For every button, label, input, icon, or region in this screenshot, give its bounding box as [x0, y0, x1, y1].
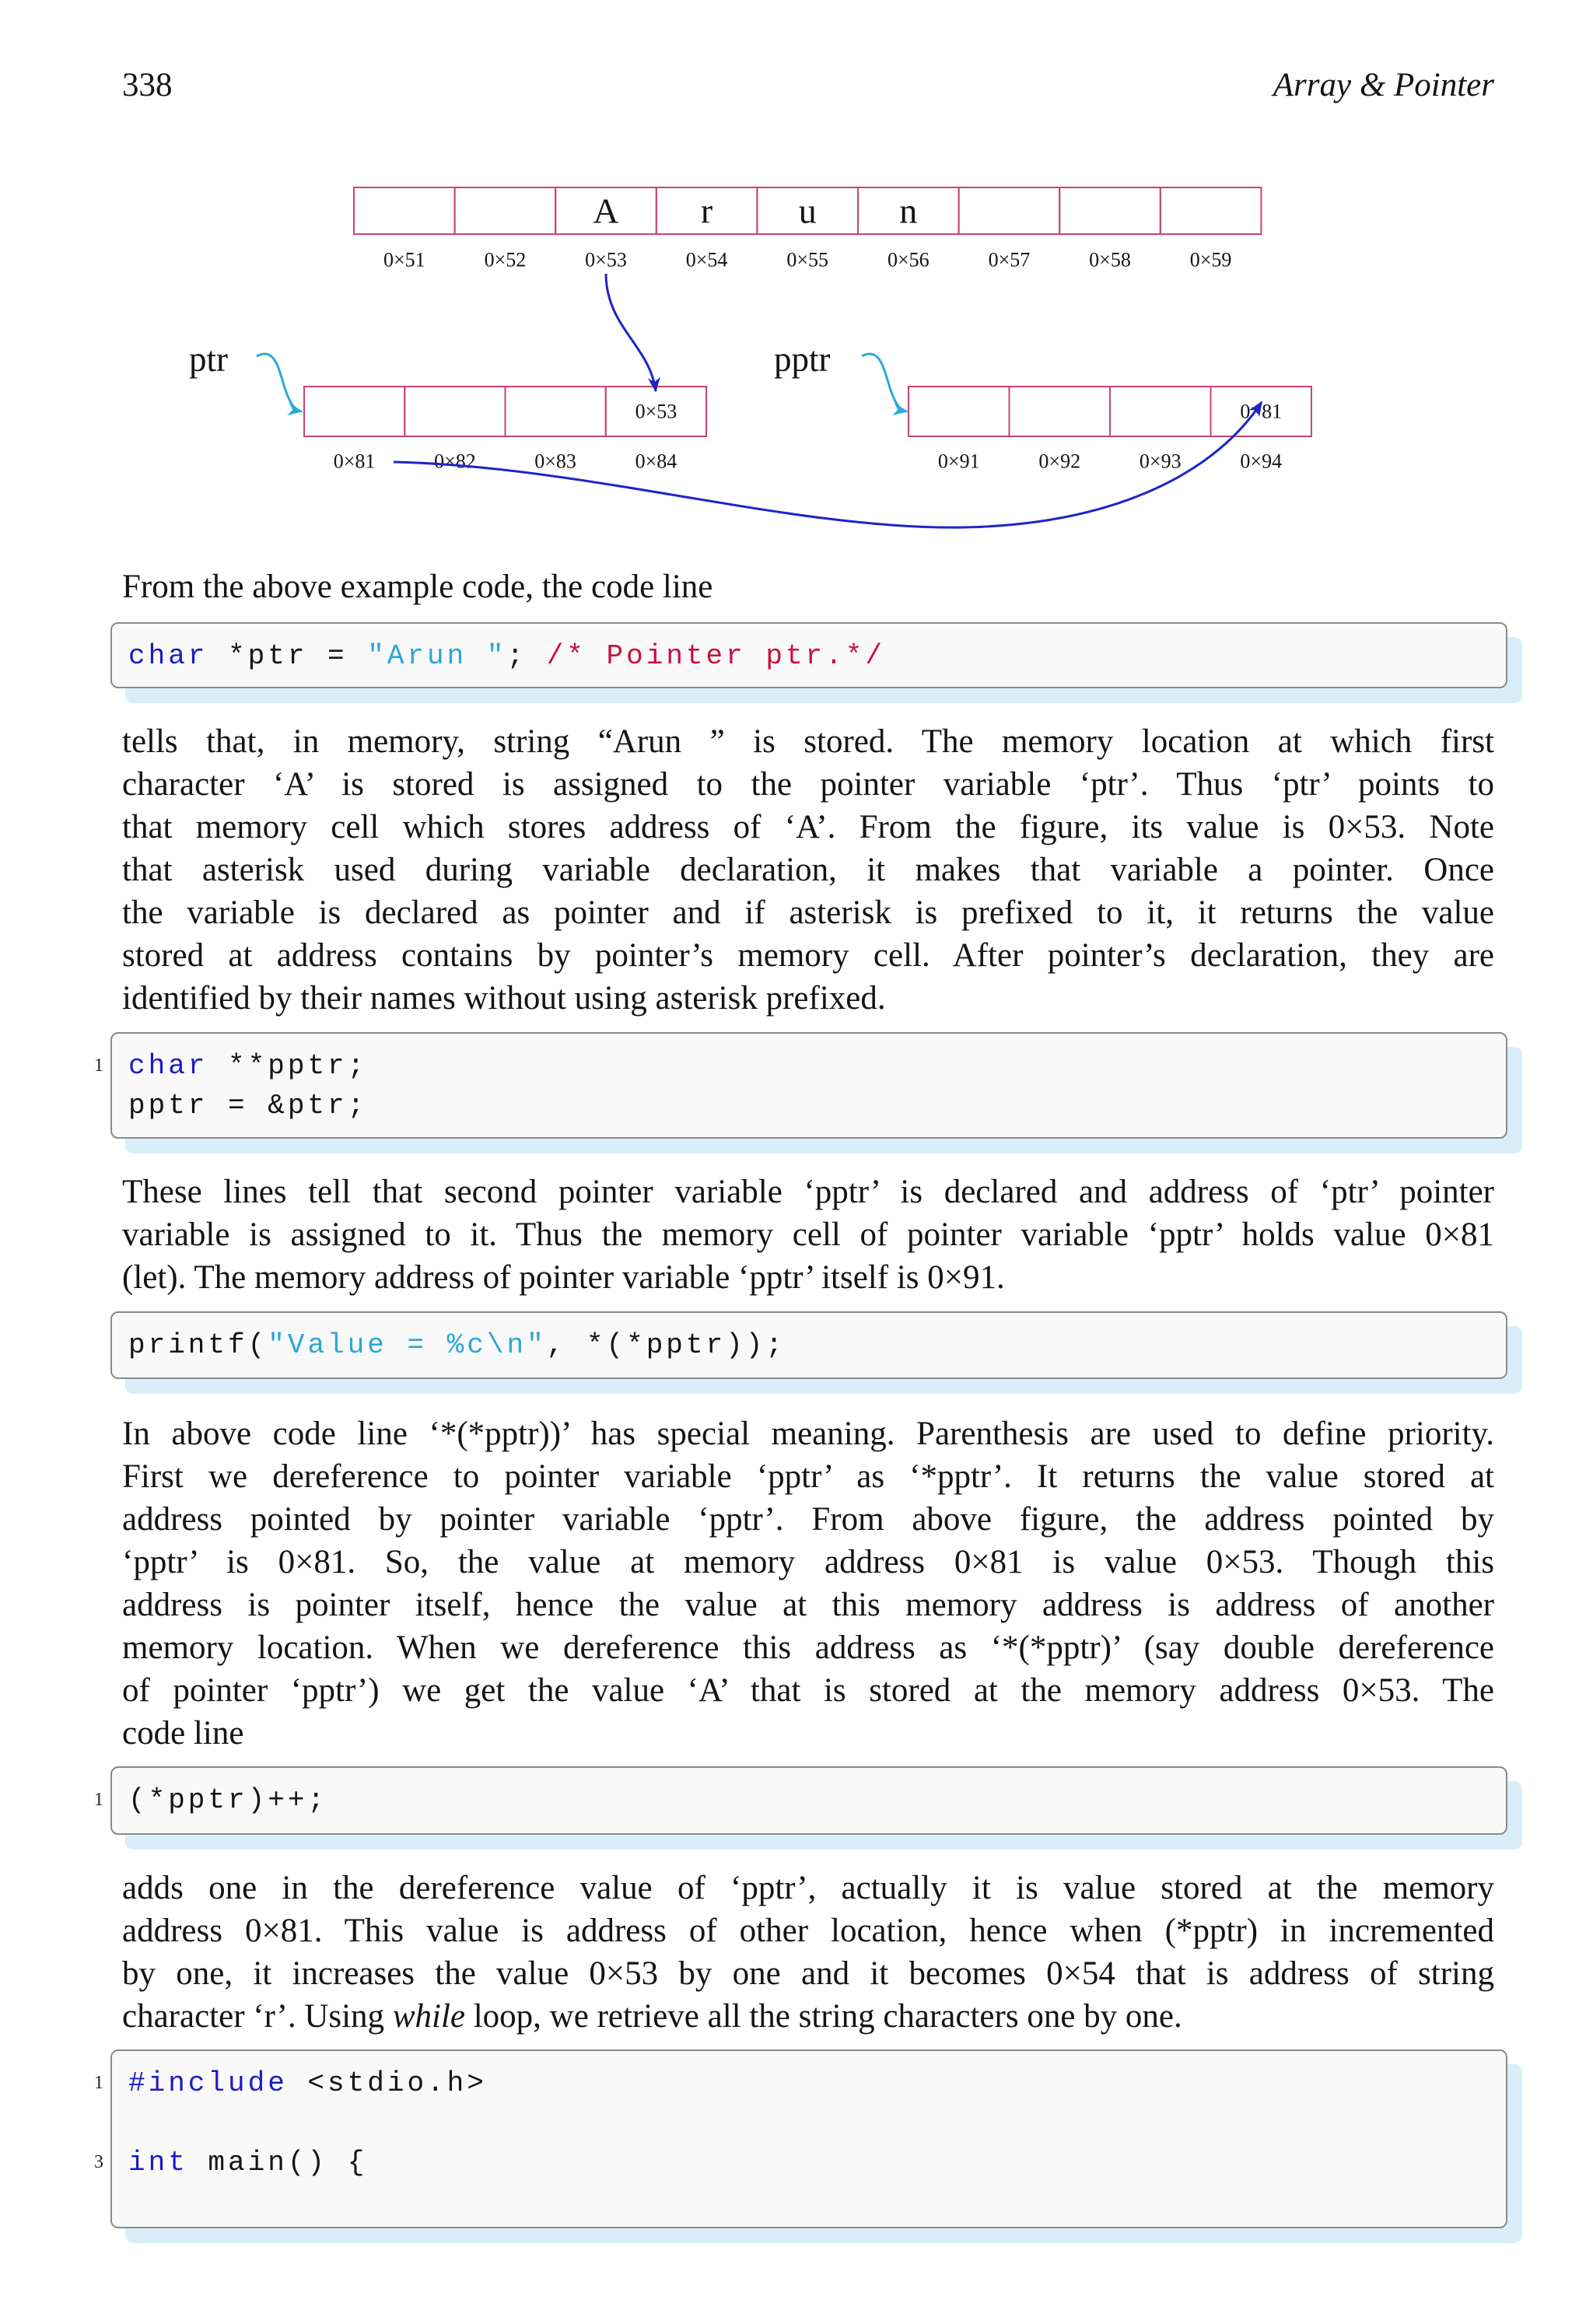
text-line: address 0×81. This value is address of other location, hence when (*pptr) in incremented: [122, 1913, 1494, 1949]
italic-keyword: while: [392, 1998, 465, 2035]
text-line: address is pointer itself, hence the value at this memory address is address of another: [122, 1587, 1494, 1623]
code-line: [128, 2103, 1506, 2143]
ptr-cell: [506, 387, 606, 436]
array-address-label: 0×55: [786, 248, 829, 271]
code-line: [128, 1086, 1506, 1125]
text-line: of pointer ‘pptr’) we get the value ‘A’ that is stored at the memory address 0×53. The: [122, 1672, 1494, 1709]
array-cell-char: A: [593, 191, 619, 231]
text-line: [122, 1995, 1494, 2038]
array-address-label: 0×58: [1089, 248, 1131, 271]
text-line: that asterisk used during variable declaration, it makes that variable a pointer. Once: [122, 852, 1494, 888]
array-cell: [455, 187, 556, 234]
text-line: From the above example code, the code line: [122, 569, 713, 605]
running-title: Array & Pointer: [1273, 67, 1494, 103]
line-number: 1: [94, 1790, 103, 1810]
pointer-arrow-ptr-to-pptr: [394, 402, 1262, 527]
pptr-variable: [774, 340, 1311, 473]
ptr-address-label: 0×84: [635, 450, 677, 473]
code-text: *ptr =: [208, 640, 368, 672]
pptr-cell: [1110, 387, 1211, 436]
text-line: code line: [122, 1715, 244, 1752]
array-address-label: 0×52: [484, 248, 527, 271]
pptr-address-label: 0×93: [1139, 450, 1182, 473]
text-line: (let). The memory address of pointer variable ‘pptr’ itself is 0×91.: [122, 1259, 1005, 1296]
code-keyword: char: [128, 640, 208, 672]
code-block: [110, 622, 1507, 688]
text-line: address pointed by pointer variable ‘pptr’. From above figure, the address pointed by: [122, 1501, 1494, 1538]
text-line: stored at address contains by pointer’s memory cell. After pointer’s declaration, they are: [122, 937, 1494, 974]
line-number: 3: [94, 2152, 103, 2172]
text-line: These lines tell that second pointer variable ‘pptr’ is declared and address of ‘ptr’ pointer: [122, 1174, 1494, 1210]
paragraph: [122, 720, 1494, 1020]
code-block: [110, 1311, 1507, 1379]
ptr-cell: [304, 387, 404, 436]
code-block: [94, 1032, 1507, 1139]
pptr-address-label: 0×92: [1038, 450, 1081, 473]
pptr-address-label: 0×94: [1240, 450, 1283, 473]
text-line: variable is assigned to it. Thus the memory cell of pointer variable ‘pptr’ holds value 0×81: [122, 1216, 1494, 1253]
ptr-cell-value: 0×53: [635, 400, 677, 423]
text-segment: loop, we retrieve all the string characters one by one.: [464, 1998, 1182, 2035]
pptr-cell-value: 0×81: [1240, 400, 1283, 423]
array-cell: [959, 187, 1060, 234]
code-line: [94, 2143, 1506, 2182]
label-arrow-ptr: [257, 354, 302, 411]
code-line: [128, 636, 1506, 676]
pptr-cell: [909, 387, 1010, 436]
array-cell-char: r: [700, 191, 713, 231]
code-text: **pptr;: [208, 1050, 368, 1082]
line-number: 1: [94, 2073, 103, 2093]
array-cell: [1161, 187, 1262, 234]
code-string: "Arun ": [367, 640, 507, 672]
array-cell-char: u: [798, 191, 817, 231]
text-line: that memory cell which stores address of ‘A’. From the figure, its value is 0×53. Note: [122, 809, 1494, 845]
intro-text: [122, 565, 1494, 608]
code-text: (*pptr)++;: [128, 1784, 328, 1816]
code-string: "Value = %c\n": [268, 1329, 547, 1361]
code-line: [128, 1325, 1506, 1365]
memory-diagram: [0, 0, 1593, 560]
text-line: First we dereference to pointer variable ‘pptr’ as ‘*pptr’. It returns the value stored at: [122, 1458, 1494, 1495]
code-line: [94, 1780, 1506, 1820]
code-text: ;: [506, 640, 547, 672]
text-line: identified by their names without using asterisk prefixed.: [122, 980, 886, 1017]
array-cell: [1059, 187, 1161, 234]
code-text: printf(: [128, 1329, 268, 1361]
ptr-address-label: 0×82: [434, 450, 476, 473]
array-cell-char: n: [899, 191, 918, 231]
text-line: ‘pptr’ is 0×81. So, the value at memory address 0×81 is value 0×53. Though this: [122, 1544, 1494, 1580]
code-text: main() {: [187, 2147, 368, 2179]
code-block-clip: [94, 2049, 1542, 2179]
text-segment: character ‘r’. Using: [122, 1998, 393, 2035]
paragraph: [122, 1412, 1494, 1755]
pptr-label: pptr: [774, 340, 831, 379]
ptr-label: ptr: [189, 340, 228, 379]
line-number: 1: [94, 1055, 103, 1076]
text-line: In above code line ‘*(*pptr))’ has special meaning. Parenthesis are used to define priority.: [122, 1416, 1494, 1452]
array-address-label: 0×53: [585, 248, 627, 271]
paragraph: [122, 1171, 1494, 1299]
array-address-label: 0×54: [685, 248, 728, 271]
array-cell: [354, 187, 455, 234]
array-address-label: 0×57: [988, 248, 1031, 271]
ptr-address-label: 0×81: [333, 450, 376, 473]
code-keyword: #include: [128, 2067, 288, 2099]
code-keyword: int: [128, 2147, 188, 2179]
code-line: [94, 1046, 1506, 1086]
pointer-arrow-array-to-ptr: [606, 274, 656, 391]
paragraph: [122, 1867, 1494, 2038]
string-array: [354, 187, 1261, 271]
code-comment: /* Pointer ptr.*/: [546, 640, 885, 672]
text-line: character ‘A’ is stored is assigned to the pointer variable ‘ptr’. Thus ‘ptr’ points to: [122, 766, 1494, 803]
array-address-label: 0×59: [1189, 248, 1232, 271]
text-line: adds one in the dereference value of ‘pptr’, actually it is value stored at the memory: [122, 1870, 1494, 1906]
ptr-address-label: 0×83: [534, 450, 576, 473]
ptr-cell: [404, 387, 505, 436]
text-line: by one, it increases the value 0×53 by one and it becomes 0×54 that is address of string: [122, 1955, 1494, 1992]
code-block: [94, 2049, 1507, 2228]
code-text: pptr = &ptr;: [128, 1090, 368, 1122]
pptr-address-label: 0×91: [937, 450, 980, 473]
label-arrow-pptr: [862, 354, 907, 411]
code-text: , *(*pptr));: [546, 1329, 786, 1361]
page-number: 338: [122, 67, 173, 103]
text-line: memory location. When we dereference this address as ‘*(*pptr)’ (say double dereference: [122, 1629, 1494, 1666]
text-line: the variable is declared as pointer and if asterisk is prefixed to it, it returns the value: [122, 894, 1494, 931]
code-text: <stdio.h>: [287, 2067, 487, 2099]
code-keyword: char: [128, 1050, 208, 1082]
array-address-label: 0×56: [887, 248, 930, 271]
code-block: [94, 1766, 1507, 1835]
text-line: tells that, in memory, string “Arun ” is stored. The memory location at which first: [122, 723, 1494, 760]
code-line: [94, 2063, 1506, 2103]
array-address-label: 0×51: [383, 248, 425, 271]
pptr-cell: [1010, 387, 1111, 436]
ptr-variable: [189, 340, 706, 473]
